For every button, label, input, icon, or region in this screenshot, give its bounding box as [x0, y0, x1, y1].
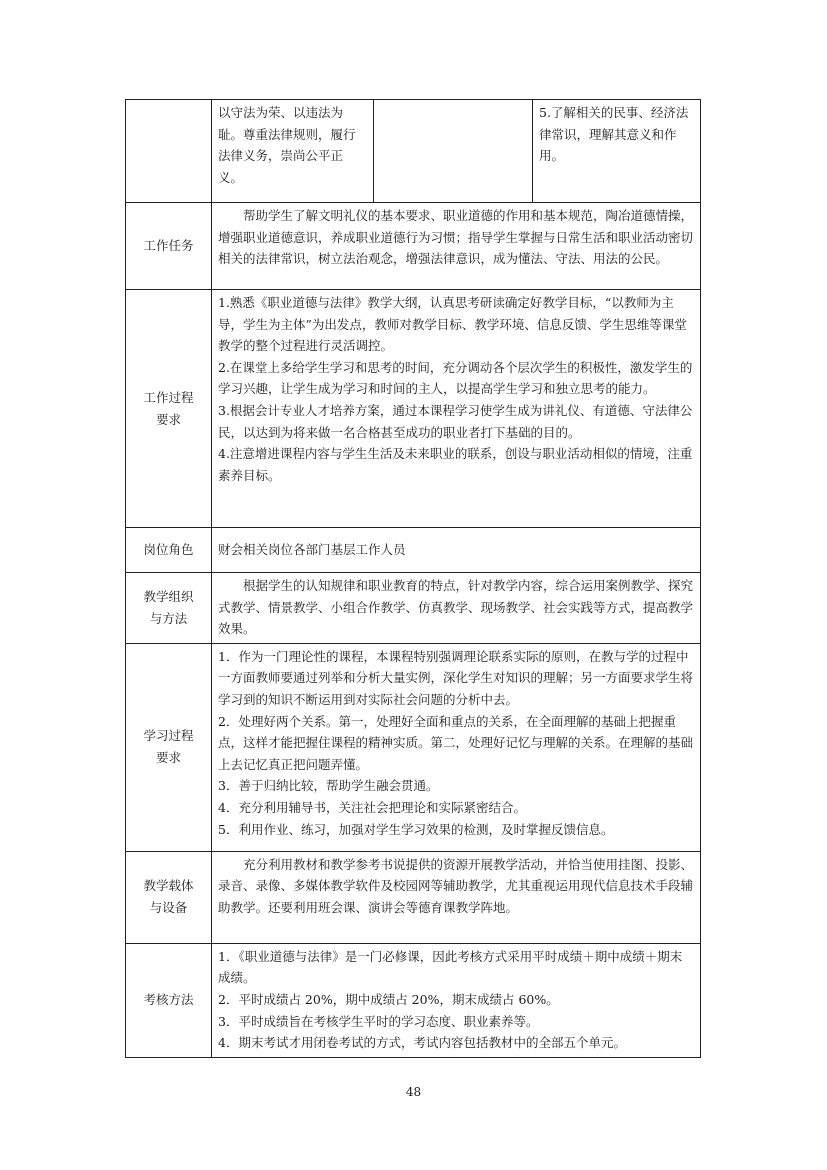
course-standard-table [125, 99, 701, 1058]
content-process [212, 290, 701, 528]
label-task [126, 203, 212, 290]
label-role [126, 528, 212, 573]
content-assess [212, 943, 701, 1057]
method-text: 根据学生的认知规律和职业教育的特点，针对教学内容，综合运用案例教学、探究式教学、情景教学、小组合作教学、仿真教学、现场教学、社会实践等方式，提高教学效果。 [218, 578, 694, 637]
top-middle-cell [212, 100, 374, 203]
content-role [212, 528, 701, 573]
page-number: 48 [405, 1085, 422, 1099]
table-row-study [126, 643, 701, 851]
process-item: 2.在课堂上多给学生学习和思考的时间，充分调动各个层次学生的积极性，激发学生的学习兴趣，让学生成为学习和时间的主人，以提高学生学习和独立思考的能力。 [218, 359, 693, 397]
content-media [212, 851, 701, 943]
empty-label-cell [126, 100, 212, 203]
label-process-line2: 要求 [155, 411, 181, 427]
study-item: 3．善于归纳比较，帮助学生融会贯通。 [218, 778, 439, 794]
label-media-line1: 教学载体 [143, 878, 194, 894]
assess-item: 3．平时成绩旨在考核学生平时的学习态度、职业素养等。 [218, 1013, 539, 1029]
table-row-method [126, 573, 701, 644]
label-media [126, 851, 212, 943]
table-row-process [126, 290, 701, 528]
process-item: 3.根据会计专业人才培养方案，通过本课程学习使学生成为讲礼仪、有道德、守法律公民，以达到为将来做一名合格甚至成功的职业者打下基础的目的。 [218, 402, 693, 440]
label-process-line1: 工作过程 [143, 389, 194, 405]
empty-cell [374, 100, 533, 203]
label-study [126, 643, 212, 851]
table-row-top [126, 100, 701, 203]
label-task-text: 工作任务 [143, 238, 194, 253]
table-row-media [126, 851, 701, 943]
label-study-line1: 学习过程 [143, 728, 194, 744]
top-middle-text: 以守法为荣、以违法为耻。尊重法律规则，履行法律义务，崇尚公平正义。 [218, 105, 356, 185]
process-item: 4.注意增进课程内容与学生生活及未来职业的联系，创设与职业活动相似的情境，注重素养目标。 [218, 446, 693, 483]
label-media-line2: 与设备 [149, 900, 188, 916]
assess-item: 4．期末考试才用闭卷考试的方式，考试内容包括教材中的全部五个单元。 [218, 1035, 626, 1051]
study-item: 5．利用作业、练习，加强对学生学习效果的检测，及时掌握反馈信息。 [218, 821, 614, 837]
content-method [212, 573, 701, 644]
top-right-cell [533, 100, 701, 203]
table-row-assess [126, 943, 701, 1057]
label-method-line1: 教学组织 [143, 588, 194, 604]
label-study-line2: 要求 [155, 750, 181, 766]
label-process [126, 290, 212, 528]
role-text: 财会相关岗位各部门基层工作人员 [218, 541, 406, 557]
top-right-text: 5.了解相关的民事、经济法律常识，理解其意义和作用。 [539, 105, 689, 164]
label-method-line2: 与方法 [149, 610, 188, 626]
study-item: 4．充分利用辅导书，关注社会把理论和实际紧密结合。 [218, 799, 526, 815]
assess-item: 1．《职业道德与法律》是一门必修课，因此考核方式采用平时成绩＋期中成绩＋期末成绩。 [218, 948, 683, 986]
content-task [212, 203, 701, 290]
task-text: 帮助学生了解文明礼仪的基本要求、职业道德的作用和基本规范，陶冶道德情操，增强职业道德意识，养成职业道德行为习惯；指导学生掌握与日常生活和职业活动密切相关的法律常识，树立法治观念，增强法律意识，成为懂法、守法、用法的公民。 [218, 208, 694, 267]
label-role-text: 岗位角色 [143, 542, 194, 557]
process-item: 1.熟悉《职业道德与法律》教学大纲，认真思考研读确定好教学目标，“以教师为主导，学生为主体”为出发点，教师对教学目标、教学环境、信息反馈、学生思维等课堂教学的整个过程进行灵活调控。 [218, 295, 687, 354]
study-item: 2．处理好两个关系。第一，处理好全面和重点的关系，在全面理解的基础上把握重点，这样才能把握住课程的精神实质。第二，处理好记忆与理解的关系。在理解的基础上去记忆真正把问题弄懂。 [218, 713, 694, 772]
media-text: 充分利用教材和教学参考书说提供的资源开展教学活动，并恰当使用挂图、投影、录音、录像、多媒体教学软件及校园网等辅助教学，尤其重视运用现代信息技术手段辅助教学。还要利用班会课、演讲会等德育课教学阵地。 [218, 856, 694, 915]
content-study [212, 643, 701, 851]
label-method [126, 573, 212, 644]
assess-item: 2．平时成绩占 20%，期中成绩占 20%，期末成绩占 60%。 [218, 991, 559, 1007]
label-assess [126, 943, 212, 1057]
table-row-role [126, 528, 701, 573]
table-row-task [126, 203, 701, 290]
label-assess-text: 考核方法 [143, 992, 194, 1008]
study-item: 1．作为一门理论性的课程，本课程特别强调理论联系实际的原则，在教与学的过程中一方面教师要通过列举和分析大量实例，深化学生对知识的理解；另一方面要求学生将学习到的知识不断运用到对实际社会问题的分析中去。 [218, 648, 694, 707]
